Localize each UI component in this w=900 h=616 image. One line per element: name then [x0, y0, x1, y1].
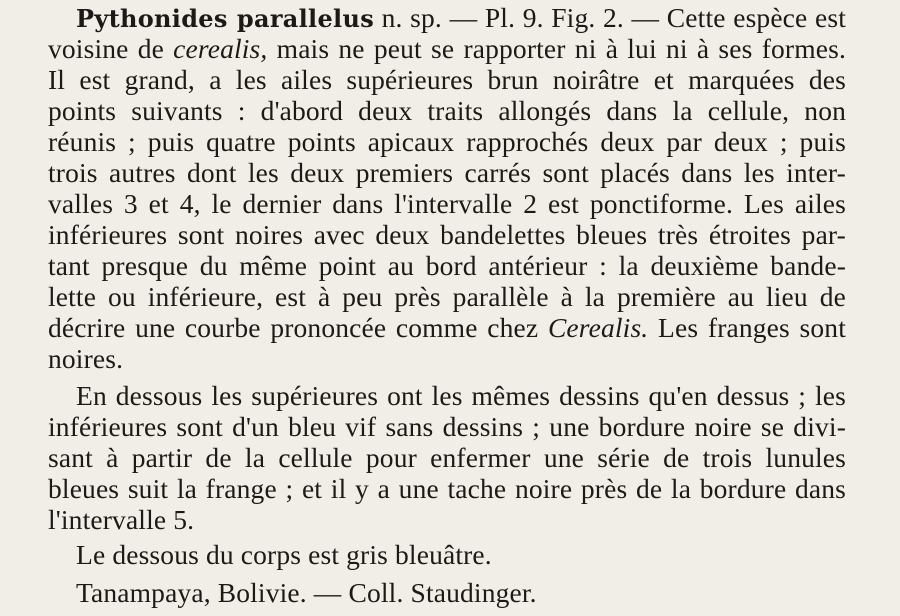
- text-line: Le dessous du corps est gris bleuâtre.: [76, 539, 492, 570]
- text-line: valles 3 et 4, le dernier dans l'intervalle 2 est ponctiforme. Les ailes: [48, 188, 846, 219]
- text-line: [48, 313, 846, 343]
- text-line: noires.: [48, 343, 124, 374]
- text-line: points suivants : d'abord deux traits allongés dans la cellule, non: [48, 95, 846, 126]
- text-line: réunis ; puis quatre points apicaux rapprochés deux par deux ; puis: [48, 126, 846, 157]
- text-line: bleues suit la frange ; et il y a une tache noire près de la bordure dans: [48, 473, 846, 504]
- text-line: lette ou inférieure, est à peu près parallèle à la première au lieu de: [48, 281, 846, 312]
- text-span: mais ne peut se rapporter ni à lui ni à ses formes.: [267, 33, 846, 64]
- species-name: Pythonides parallelus: [76, 4, 375, 33]
- taxon-name: cerealis,: [173, 33, 268, 64]
- text-line: l'intervalle 5.: [48, 504, 195, 535]
- locality-line: Tanampaya, Bolivie. — Coll. Staudinger.: [76, 577, 537, 608]
- taxon-name: Cerealis.: [547, 312, 649, 343]
- text-line: inférieures sont d'un bleu vif sans dessins ; une bordure noire se divi-: [48, 411, 846, 442]
- text-line: inférieures sont noires avec deux bandelettes bleues très étroites par-: [48, 219, 846, 250]
- text-span: n. sp. — Pl. 9. Fig. 2. — Cette espèce est: [374, 2, 846, 33]
- text-line: tant presque du même point au bord antérieur : la deuxième bande-: [48, 250, 846, 281]
- text-line: En dessous les supérieures ont les mêmes dessins qu'en dessus ; les: [76, 380, 846, 411]
- text-span: voisine de: [48, 33, 174, 64]
- text-line: Il est grand, a les ailes supérieures brun noirâtre et marquées des: [48, 64, 846, 95]
- text-line: trois autres dont les deux premiers carrés sont placés dans les inter-: [48, 157, 846, 188]
- text-line: [48, 34, 846, 64]
- text-line: sant à partir de la cellule pour enfermer une série de trois lunules: [48, 442, 846, 473]
- text-span: décrire une courbe prononcée comme chez: [48, 312, 548, 343]
- text-span: Les franges sont: [648, 312, 846, 343]
- text-line: [76, 3, 846, 34]
